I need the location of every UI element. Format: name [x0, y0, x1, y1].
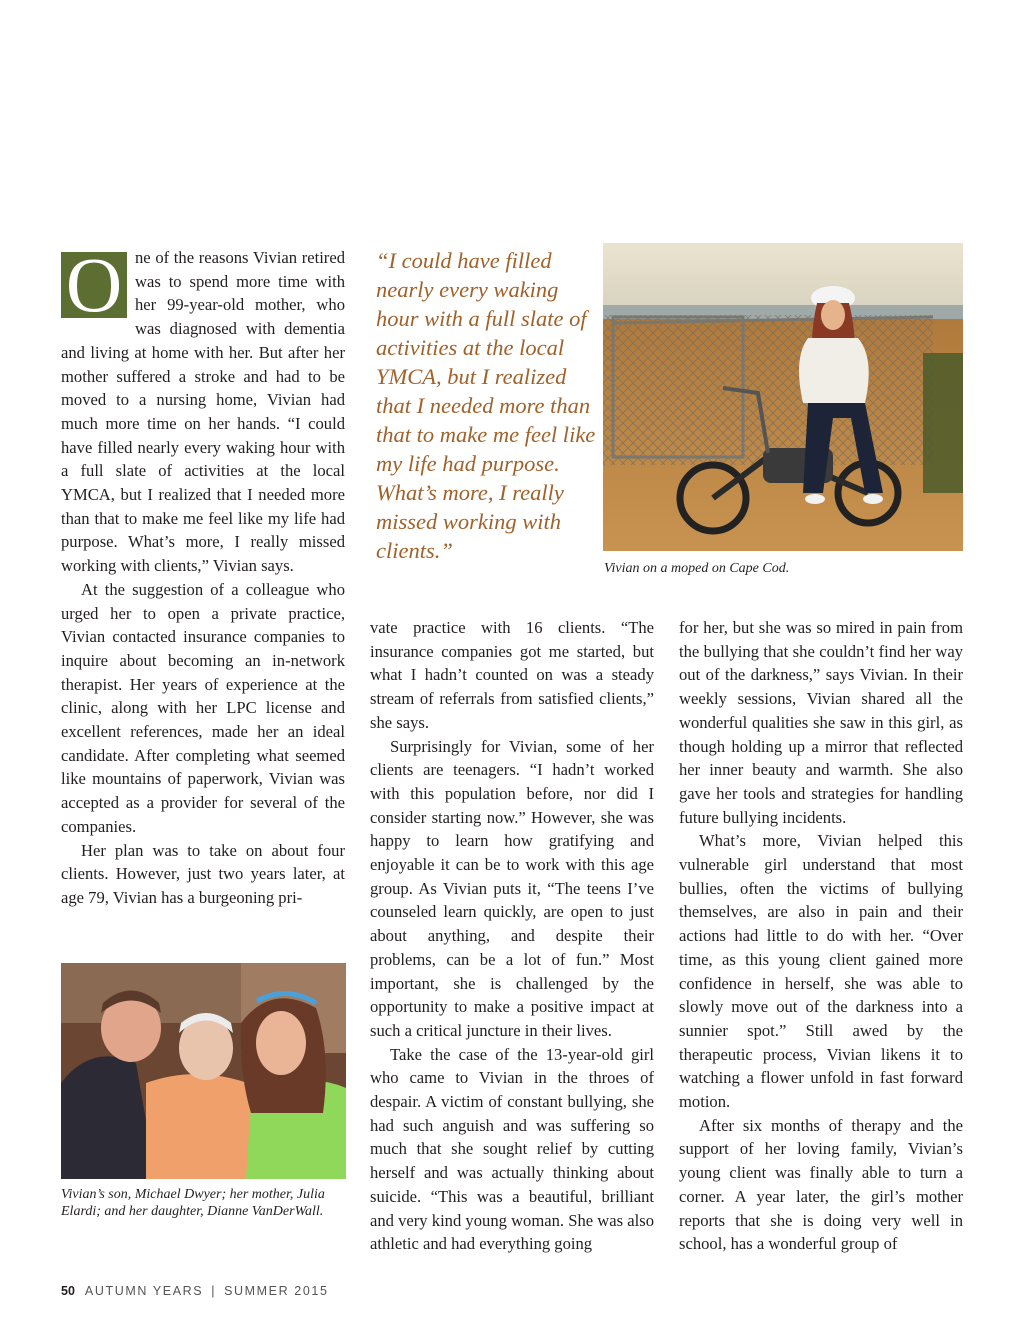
article-paragraph: What’s more, Vivian helped this vulnerable girl understand that most bullies, often the victims of bullying themselves, are also in pain and their actions had little to do with her. “Over time, as this young client gained more confidence in herself, she was able to slowly move out of the darkness into a sunnier spot.” Still awed by the therapeutic process, Vivian likens it to watching a flower unfold in fast forward motion.	[679, 831, 963, 1112]
article-paragraph: vate practice with 16 clients. “The insurance companies got me started, but what I hadn’t counted on was a steady stream of referrals from satisfied clients,” she says.	[370, 618, 654, 732]
article-paragraph: O ne of the reasons Vivian retired was to spend more time with her 99-year-old mother, who was diagnosed with dementia and living at home with her. But after her mother suffered a stroke and had to be moved to a nursing home, Vivian had much more time on her hands. “I could have filled nearly every waking hour with a full slate of activities at the local YMCA, but I realized that I needed more than that to make me feel like my life had purpose. What’s more, I really missed working with clients,” Vivian says.	[61, 241, 345, 576]
publication-name: AUTUMN YEARS	[84, 1284, 204, 1298]
family-photo-caption: Vivian’s son, Michael Dwyer; her mother, Julia Elardi; and her daughter, Dianne VanDerWall.	[61, 1187, 325, 1219]
article-column-2	[370, 616, 654, 1256]
page-footer	[61, 1284, 329, 1298]
article-paragraph: Surprisingly for Vivian, some of her clients are teenagers. “I hadn’t worked with this population before, nor did I consider starting now.” However, she was happy to learn how gratifying and enjoyable it can be to work with this age group. As Vivian puts it, “The teens I’ve counseled learn quickly, are open to just about anything, and despite their problems, can be a lot of fun.” Most important, she is challenged by the opportunity to make a positive impact at such a critical juncture in their lives.	[370, 736, 654, 1040]
article-paragraph: for her, but she was so mired in pain from the bullying that she couldn’t find her way out of the darkness,” says Vivian. In their weekly sessions, Vivian shared all the wonderful qualities she saw in this girl, as though holding up a mirror that reflected her inner beauty and warmth. She also gave her tools and strategies for handling future bullying incidents.	[679, 618, 963, 827]
article-paragraph: Her plan was to take on about four clients. However, just two years later, at age 79, Vivian has a burgeoning pri-	[61, 840, 345, 907]
issue-date: SUMMER 2015	[224, 1284, 329, 1298]
page-number: 50	[61, 1284, 75, 1298]
family-photo	[61, 963, 346, 1179]
footer-separator: |	[211, 1284, 217, 1298]
pull-quote: “I could have filled nearly every waking hour with a full slate of activities at the local YMCA, but I realized that I needed more than that to make me feel like my life had purpose. What’s more, I really missed working with clients.”	[376, 248, 596, 563]
moped-photo-caption: Vivian on a moped on Cape Cod.	[604, 561, 790, 576]
article-paragraph: After six months of therapy and the support of her loving family, Vivian’s young client was finally able to turn a corner. A year later, the girl’s mother reports that she is doing very well in school, has a wonderful group of	[679, 1115, 963, 1254]
article-paragraph: At the suggestion of a colleague who urged her to open a private practice, Vivian contacted insurance companies to inquire about becoming an in-network therapist. Her years of experience at the clinic, along with her LPC license and excellent references, made her an ideal candidate. After completing what seemed like mountains of paperwork, Vivian was accepted as a provider for several of the companies.	[61, 579, 345, 836]
moped-photo	[603, 243, 963, 551]
article-column-1	[61, 241, 345, 910]
article-column-3	[679, 616, 963, 1256]
article-paragraph: Take the case of the 13-year-old girl who came to Vivian in the throes of despair. A victim of constant bullying, she had such anguish and was suffering so much that she sought relief by cutting herself and was actually thinking about suicide. “This was a beautiful, brilliant and very kind young woman. She was also athletic and had everything going	[370, 1044, 654, 1254]
drop-cap: O	[61, 252, 127, 318]
